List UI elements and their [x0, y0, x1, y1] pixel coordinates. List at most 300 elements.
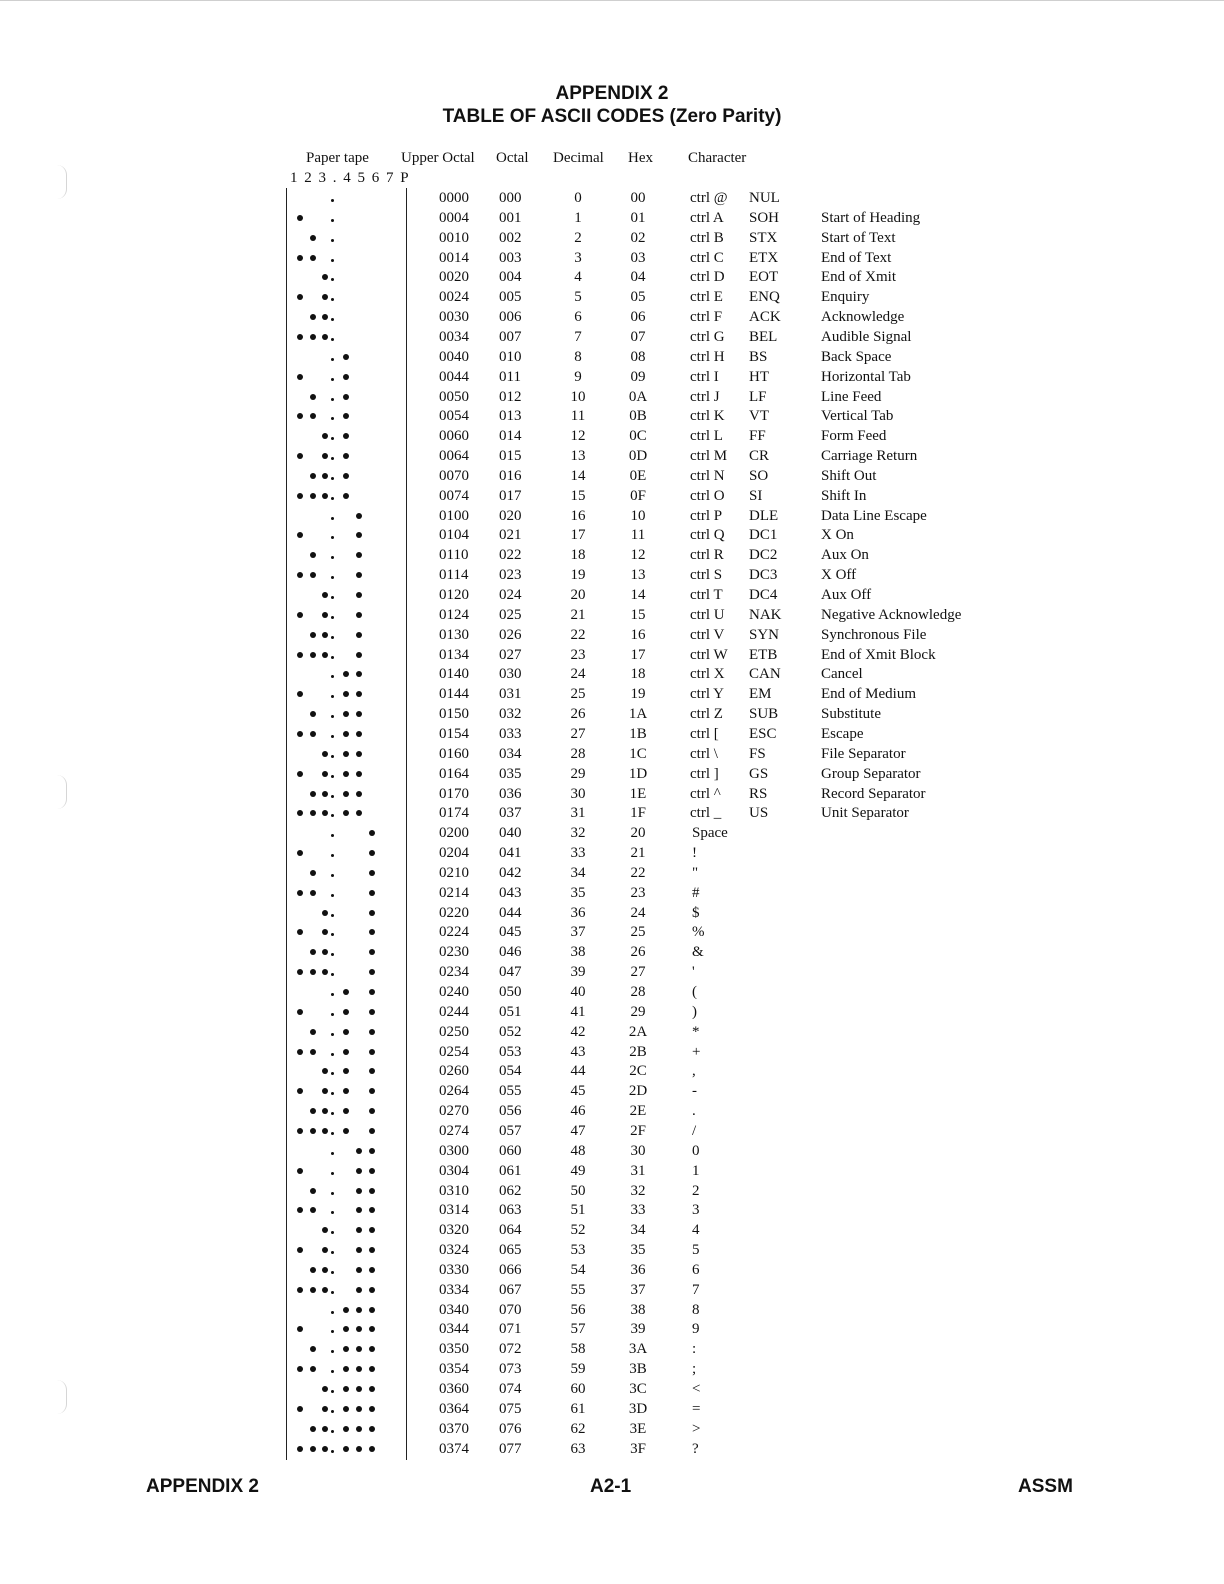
hex-cell: 12: [630, 547, 646, 564]
paper-tape-pattern: [290, 843, 400, 863]
paper-tape-pattern: [290, 962, 400, 982]
hex-cell: 21: [630, 845, 646, 862]
character-cell: ): [692, 1003, 697, 1020]
upper-octal-cell: 0110: [439, 547, 469, 564]
octal-cell: 052: [499, 1023, 522, 1040]
punched-hole: [297, 731, 303, 737]
paper-tape-pattern: [290, 684, 400, 704]
octal-cell: 076: [499, 1420, 522, 1437]
upper-octal-cell: 0144: [439, 686, 469, 703]
punched-hole: [369, 1009, 375, 1015]
mnemonic-cell: DC1: [749, 527, 778, 544]
punched-hole: [356, 1326, 362, 1332]
mnemonic-cell: VT: [749, 408, 769, 425]
paper-tape-pattern: [290, 1419, 400, 1439]
footer-left: APPENDIX 2: [146, 1476, 259, 1497]
octal-cell: 042: [499, 864, 522, 881]
table-row: [0, 1101, 1224, 1121]
control-key-cell: ctrl V: [690, 626, 725, 643]
octal-cell: 051: [499, 1003, 522, 1020]
punched-hole: [310, 1049, 316, 1055]
paper-tape-pattern: [290, 307, 400, 327]
punched-hole: [356, 1366, 362, 1372]
hex-cell: 04: [630, 269, 646, 286]
table-row: [0, 506, 1224, 526]
character-cell: 3: [692, 1202, 700, 1219]
upper-octal-cell: 0120: [439, 587, 469, 603]
character-cell: /: [692, 1122, 697, 1139]
octal-cell: 075: [499, 1400, 522, 1417]
upper-octal-cell: 0044: [439, 368, 469, 385]
punched-hole: [356, 731, 362, 737]
paper-tape-pattern: [290, 267, 400, 287]
control-key-cell: ctrl W: [690, 646, 728, 663]
paper-tape-pattern: [290, 1379, 400, 1399]
paper-tape-pattern: [290, 525, 400, 545]
footer-right: ASSM: [1018, 1476, 1073, 1497]
decimal-cell: 16: [570, 507, 586, 524]
header-hex: Hex: [628, 150, 653, 166]
paper-tape-pattern: [290, 922, 400, 942]
decimal-cell: 46: [570, 1103, 586, 1120]
punched-hole: [297, 294, 303, 300]
paper-tape-pattern: [290, 248, 400, 268]
table-row: [0, 287, 1224, 307]
upper-octal-cell: 0004: [439, 209, 469, 226]
hex-cell: 3E: [629, 1420, 647, 1437]
hex-cell: 14: [630, 587, 646, 603]
hex-cell: 25: [630, 924, 646, 941]
decimal-cell: 35: [570, 884, 586, 901]
character-cell: 1: [692, 1162, 700, 1179]
punched-hole: [310, 1346, 316, 1352]
tape-hole-numbers: 1 2 3 . 4 5 6 7 P: [290, 170, 411, 186]
punched-hole: [369, 1446, 375, 1452]
punched-hole: [343, 1049, 349, 1055]
table-row: [0, 1260, 1224, 1280]
hex-cell: 05: [630, 289, 646, 306]
table-row: [0, 1399, 1224, 1419]
table-row: [0, 922, 1224, 942]
octal-cell: 011: [499, 368, 521, 385]
character-cell: :: [692, 1341, 697, 1358]
punched-hole: [297, 652, 303, 658]
upper-octal-cell: 0234: [439, 964, 469, 981]
table-row: [0, 1319, 1224, 1339]
punched-hole: [310, 810, 316, 816]
upper-octal-cell: 0210: [439, 864, 469, 881]
punched-hole: [322, 274, 328, 280]
description-cell: Data Line Escape: [821, 507, 927, 524]
punched-hole: [356, 1446, 362, 1452]
description-cell: Back Space: [821, 348, 892, 365]
decimal-cell: 26: [570, 706, 586, 723]
punched-hole: [310, 334, 316, 340]
paper-tape-pattern: [290, 1042, 400, 1062]
sprocket-hole: [331, 378, 334, 381]
upper-octal-cell: 0010: [439, 229, 469, 246]
table-heading: TABLE OF ASCII CODES (Zero Parity): [442, 106, 782, 127]
punched-hole: [369, 890, 375, 896]
hex-cell: 16: [630, 626, 646, 643]
sprocket-hole: [331, 1390, 334, 1393]
octal-cell: 047: [499, 964, 522, 981]
table-row: [0, 704, 1224, 724]
punched-hole: [356, 771, 362, 777]
paper-tape-pattern: [290, 228, 400, 248]
punched-hole: [343, 453, 349, 459]
octal-cell: 077: [499, 1440, 522, 1457]
table-row: [0, 1081, 1224, 1101]
sprocket-hole: [331, 417, 334, 420]
punched-hole: [369, 1267, 375, 1273]
octal-cell: 030: [499, 666, 522, 683]
punched-hole: [310, 1128, 316, 1134]
punched-hole: [369, 1188, 375, 1194]
octal-cell: 017: [499, 487, 522, 504]
punched-hole: [356, 652, 362, 658]
upper-octal-cell: 0310: [439, 1182, 469, 1199]
punched-hole: [356, 572, 362, 578]
paper-tape-pattern: [290, 1220, 400, 1240]
sprocket-hole: [331, 1330, 334, 1333]
mnemonic-cell: BEL: [749, 328, 778, 345]
hex-cell: 2A: [628, 1023, 648, 1040]
punched-hole: [297, 969, 303, 975]
punched-hole: [322, 929, 328, 935]
punched-hole: [310, 1188, 316, 1194]
punched-hole: [297, 771, 303, 777]
punched-hole: [322, 493, 328, 499]
table-row: [0, 784, 1224, 804]
punched-hole: [310, 652, 316, 658]
character-cell: <: [692, 1381, 701, 1397]
character-cell: 2: [692, 1182, 700, 1199]
mnemonic-cell: DC2: [749, 547, 778, 564]
sprocket-hole: [331, 1033, 334, 1036]
sprocket-hole: [331, 616, 334, 619]
octal-cell: 034: [499, 745, 522, 762]
punched-hole: [297, 1168, 303, 1174]
description-cell: Vertical Tab: [821, 408, 894, 425]
top-edge-line: [0, 0, 1224, 1]
character-cell: 0: [692, 1142, 700, 1159]
paper-tape-pattern: [290, 327, 400, 347]
description-cell: Aux On: [821, 547, 869, 564]
punched-hole: [322, 294, 328, 300]
sprocket-hole: [331, 1172, 334, 1175]
punched-hole: [310, 969, 316, 975]
sprocket-hole: [331, 398, 334, 401]
punched-hole: [297, 810, 303, 816]
octal-cell: 071: [499, 1321, 522, 1338]
sprocket-hole: [331, 874, 334, 877]
character-cell: *: [692, 1023, 700, 1040]
sprocket-hole: [331, 1192, 334, 1195]
table-row: [0, 307, 1224, 327]
octal-cell: 073: [499, 1361, 522, 1378]
octal-cell: 021: [499, 527, 522, 544]
upper-octal-cell: 0054: [439, 408, 469, 425]
hex-cell: 30: [630, 1142, 646, 1159]
paper-tape-pattern: [290, 1061, 400, 1081]
control-key-cell: ctrl G: [690, 328, 725, 345]
decimal-cell: 8: [574, 348, 582, 365]
paper-tape-pattern: [290, 764, 400, 784]
punched-hole: [356, 691, 362, 697]
sprocket-hole: [331, 993, 334, 996]
decimal-cell: 1: [574, 209, 582, 226]
table-row: [0, 863, 1224, 883]
punched-hole: [356, 1227, 362, 1233]
hex-cell: 26: [630, 944, 646, 961]
hex-cell: 39: [630, 1321, 646, 1338]
sprocket-hole: [331, 775, 334, 778]
punched-hole: [369, 1128, 375, 1134]
description-cell: Group Separator: [821, 765, 921, 782]
upper-octal-cell: 0250: [439, 1023, 469, 1040]
decimal-cell: 53: [570, 1242, 586, 1259]
octal-cell: 065: [499, 1242, 522, 1259]
sprocket-hole: [331, 278, 334, 281]
upper-octal-cell: 0030: [439, 309, 469, 326]
punched-hole: [297, 612, 303, 618]
character-cell: 6: [692, 1261, 700, 1278]
punched-hole: [310, 1029, 316, 1035]
mnemonic-cell: NUL: [749, 190, 780, 206]
punched-hole: [297, 1406, 303, 1412]
punched-hole: [369, 1227, 375, 1233]
sprocket-hole: [331, 1053, 334, 1056]
decimal-cell: 9: [574, 368, 582, 385]
hex-cell: 0D: [628, 448, 648, 465]
header-paper-tape: Paper tape: [306, 150, 369, 166]
mnemonic-cell: EM: [749, 686, 772, 703]
punched-hole: [356, 1207, 362, 1213]
upper-octal-cell: 0224: [439, 924, 469, 941]
punched-hole: [343, 1326, 349, 1332]
hex-cell: 24: [630, 904, 646, 921]
paper-tape-pattern: [290, 1101, 400, 1121]
table-row: [0, 1181, 1224, 1201]
decimal-cell: 5: [574, 289, 582, 306]
upper-octal-cell: 0254: [439, 1043, 469, 1060]
description-cell: X On: [821, 527, 854, 544]
table-row: [0, 724, 1224, 744]
punched-hole: [322, 1247, 328, 1253]
description-cell: Shift Out: [821, 467, 877, 484]
sprocket-hole: [331, 1430, 334, 1433]
octal-cell: 040: [499, 825, 522, 842]
paper-tape-pattern: [290, 744, 400, 764]
table-row: [0, 1439, 1224, 1459]
sprocket-hole: [331, 1410, 334, 1413]
character-cell: ,: [692, 1063, 696, 1080]
character-cell: ;: [692, 1361, 697, 1378]
description-cell: Negative Acknowledge: [821, 606, 962, 623]
decimal-cell: 41: [570, 1003, 586, 1020]
punched-hole: [343, 493, 349, 499]
table-row: [0, 744, 1224, 764]
table-row: [0, 347, 1224, 367]
character-cell: 9: [692, 1321, 700, 1338]
punched-hole: [322, 791, 328, 797]
decimal-cell: 44: [570, 1063, 586, 1080]
punched-hole: [369, 1406, 375, 1412]
punched-hole: [343, 1307, 349, 1313]
decimal-cell: 28: [570, 745, 586, 762]
punched-hole: [297, 215, 303, 221]
punched-hole: [356, 513, 362, 519]
octal-cell: 043: [499, 884, 522, 901]
hex-cell: 31: [630, 1162, 646, 1179]
paper-tape-pattern: [290, 625, 400, 645]
octal-cell: 055: [499, 1083, 522, 1100]
upper-octal-cell: 0050: [439, 388, 469, 405]
hex-cell: 0B: [629, 408, 647, 425]
punched-hole: [343, 394, 349, 400]
mnemonic-cell: ACK: [749, 309, 781, 326]
punched-hole: [369, 1386, 375, 1392]
octal-cell: 006: [499, 309, 522, 326]
mnemonic-cell: STX: [749, 229, 778, 246]
upper-octal-cell: 0334: [439, 1281, 469, 1298]
sprocket-hole: [331, 1013, 334, 1016]
mnemonic-cell: SYN: [749, 626, 780, 643]
octal-cell: 012: [499, 388, 522, 405]
decimal-cell: 34: [570, 864, 586, 881]
table-row: [0, 605, 1224, 625]
punched-hole: [310, 314, 316, 320]
mnemonic-cell: LF: [749, 388, 767, 405]
sprocket-hole: [331, 318, 334, 321]
table-row: [0, 585, 1224, 605]
hex-cell: 28: [630, 984, 646, 1000]
octal-cell: 016: [499, 467, 522, 484]
description-cell: Unit Separator: [821, 805, 909, 822]
decimal-cell: 6: [574, 309, 582, 326]
upper-octal-cell: 0000: [439, 190, 469, 206]
table-row: [0, 208, 1224, 228]
description-cell: Aux Off: [821, 587, 872, 603]
control-key-cell: ctrl U: [690, 606, 725, 623]
decimal-cell: 52: [570, 1222, 586, 1239]
hex-cell: 03: [630, 249, 646, 266]
punched-hole: [297, 493, 303, 499]
paper-tape-pattern: [290, 1339, 400, 1359]
sprocket-hole: [331, 338, 334, 341]
description-cell: Carriage Return: [821, 448, 918, 465]
octal-cell: 004: [499, 269, 522, 286]
punched-hole: [310, 1267, 316, 1273]
mnemonic-cell: ETB: [749, 646, 778, 663]
upper-octal-cell: 0100: [439, 507, 469, 524]
upper-octal-cell: 0200: [439, 825, 469, 842]
table-row: [0, 406, 1224, 426]
octal-cell: 022: [499, 547, 522, 564]
hex-cell: 11: [630, 527, 646, 544]
character-cell: =: [692, 1400, 701, 1417]
punched-hole: [356, 1148, 362, 1154]
decimal-cell: 37: [570, 924, 586, 941]
decimal-cell: 54: [570, 1261, 586, 1278]
decimal-cell: 60: [570, 1381, 586, 1397]
octal-cell: 014: [499, 428, 522, 445]
punched-hole: [369, 949, 375, 955]
upper-octal-cell: 0154: [439, 725, 469, 742]
paper-tape-pattern: [290, 645, 400, 665]
table-row: [0, 387, 1224, 407]
control-key-cell: ctrl D: [690, 269, 725, 286]
mnemonic-cell: SI: [749, 487, 763, 504]
character-cell: >: [692, 1420, 701, 1437]
punched-hole: [356, 1287, 362, 1293]
description-cell: End of Xmit: [821, 269, 896, 286]
description-cell: Line Feed: [821, 388, 882, 405]
octal-cell: 007: [499, 328, 522, 345]
upper-octal-cell: 0040: [439, 348, 469, 365]
decimal-cell: 61: [570, 1400, 586, 1417]
octal-cell: 036: [499, 785, 522, 802]
hex-cell: 0E: [629, 467, 647, 484]
octal-cell: 044: [499, 904, 522, 921]
punched-hole: [369, 1207, 375, 1213]
punched-hole: [322, 652, 328, 658]
control-key-cell: ctrl O: [690, 487, 725, 504]
paper-tape-pattern: [290, 982, 400, 1002]
punched-hole: [356, 791, 362, 797]
punched-hole: [297, 1366, 303, 1372]
punched-hole: [310, 1287, 316, 1293]
mnemonic-cell: CAN: [749, 666, 781, 683]
sprocket-hole: [331, 656, 334, 659]
punched-hole: [310, 473, 316, 479]
control-key-cell: ctrl J: [690, 388, 720, 405]
upper-octal-cell: 0170: [439, 785, 469, 802]
punched-hole: [322, 473, 328, 479]
upper-octal-cell: 0104: [439, 527, 469, 544]
sprocket-hole: [331, 636, 334, 639]
sprocket-hole: [331, 675, 334, 678]
paper-tape-pattern: [290, 1121, 400, 1141]
paper-tape-pattern: [290, 466, 400, 486]
paper-tape-pattern: [290, 287, 400, 307]
table-row: [0, 1061, 1224, 1081]
punched-hole: [356, 1188, 362, 1194]
decimal-cell: 40: [570, 984, 586, 1000]
hex-cell: 1F: [630, 805, 646, 822]
paper-tape-pattern: [290, 446, 400, 466]
punched-hole: [322, 1227, 328, 1233]
sprocket-hole: [331, 477, 334, 480]
octal-cell: 067: [499, 1281, 522, 1298]
decimal-cell: 59: [570, 1361, 586, 1378]
paper-tape-pattern: [290, 387, 400, 407]
decimal-cell: 33: [570, 845, 586, 862]
punched-hole: [297, 1326, 303, 1332]
upper-octal-cell: 0214: [439, 884, 469, 901]
punched-hole: [356, 1386, 362, 1392]
table-row: [0, 545, 1224, 565]
punched-hole: [356, 751, 362, 757]
control-key-cell: ctrl ]: [690, 765, 719, 782]
punched-hole: [369, 850, 375, 856]
octal-cell: 025: [499, 606, 522, 623]
punched-hole: [343, 1088, 349, 1094]
punched-hole: [369, 1426, 375, 1432]
octal-cell: 064: [499, 1222, 522, 1239]
sprocket-hole: [331, 199, 334, 202]
